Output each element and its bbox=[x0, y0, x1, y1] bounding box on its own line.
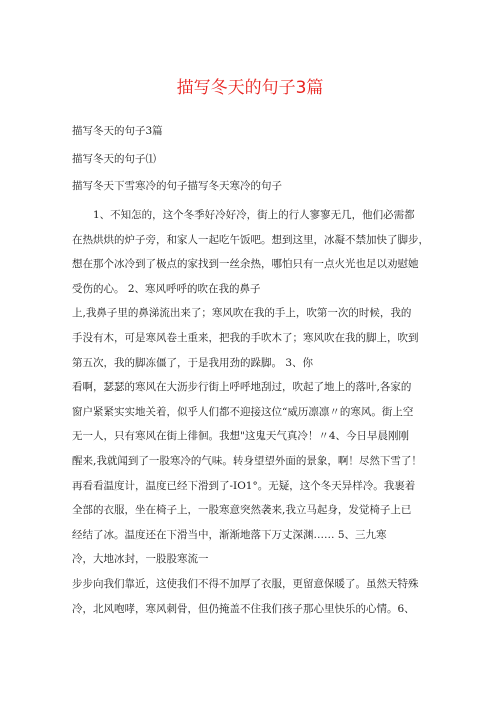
heading-line-2: 描写冬天的句子⑴ bbox=[72, 153, 156, 165]
body-line: 在热烘烘的炉子旁，和家人一起吃午饭吧。想到这里，冰凝不禁加快了脚步， bbox=[72, 233, 429, 246]
body-line: 无一人，只有寒风在街上徘徊。我想"这鬼天气真冷！〃4、今日早晨刚刚 bbox=[72, 430, 410, 443]
body-line: 冷，大地冰封，一股股寒流一 bbox=[72, 553, 209, 566]
body-line: 第五次，我的脚冻僵了，于是我用劲的跺脚。 3、你 bbox=[72, 356, 314, 369]
body-line: 看啊，瑟瑟的寒风在大沥步行街上呼呼地刮过，吹起了地上的落叶,各家的 bbox=[72, 381, 412, 394]
body-line: 上,我鼻子里的鼻涕流出来了；寒风吹在我的手上，吹第一次的时候，我的 bbox=[72, 307, 412, 320]
body-line: 步步向我们靠近，这使我们不得不加厚了衣服，更留意保暖了。虽然天特殊 bbox=[72, 577, 419, 590]
heading-line-3: 描写冬天下雪寒冷的句子描写冬天寒冷的句子 bbox=[72, 180, 282, 192]
body-line: 想在那个冰冷到了极点的家找到一丝余热，哪怕只有一点火光也足以劝慰她 bbox=[72, 258, 419, 271]
body-paragraph bbox=[72, 203, 434, 621]
body-line: 全部的衣服，坐在椅子上，一股寒意突然袭来,我立马起身，发觉椅子上已 bbox=[72, 504, 412, 517]
body-line: 经结了冰。温度还在下滑当中，渐渐地落下万丈深渊…… 5、三九寒 bbox=[72, 528, 387, 541]
body-line: 1、不知怎的，这个冬季好冷好冷，街上的行人寥寥无几，他们必需都 bbox=[93, 209, 415, 221]
body-line: 窗户紧紧实实地关着，似乎人们都不迎接这位“威历凛凛〃的寒风。街上空 bbox=[72, 405, 414, 418]
body-line: 冷，北风咆哮，寒风刺骨，但仍掩盖不住我们孩子那心里快乐的心情。6、 bbox=[72, 602, 415, 615]
body-line: 受伤的心。 2、寒风呼呼的吹在我的鼻子 bbox=[72, 282, 261, 295]
body-line: 再看看温度计，温度已经下滑到了-IO1°。无疑，这个冬天异样冷。我裹着 bbox=[72, 479, 416, 492]
heading-line-1: 描写冬天的句子3篇 bbox=[72, 125, 163, 137]
document-title: 描写冬天的句子3篇 bbox=[176, 78, 324, 98]
body-line: 醒来,我就闻到了一股寒冷的气味。转身望望外面的景象，啊！尽然下雪了！ bbox=[72, 454, 422, 467]
body-line: 手没有木，可是寒风卷土重来，把我的手吹木了；寒风吹在我的脚上，吹到 bbox=[72, 331, 419, 344]
